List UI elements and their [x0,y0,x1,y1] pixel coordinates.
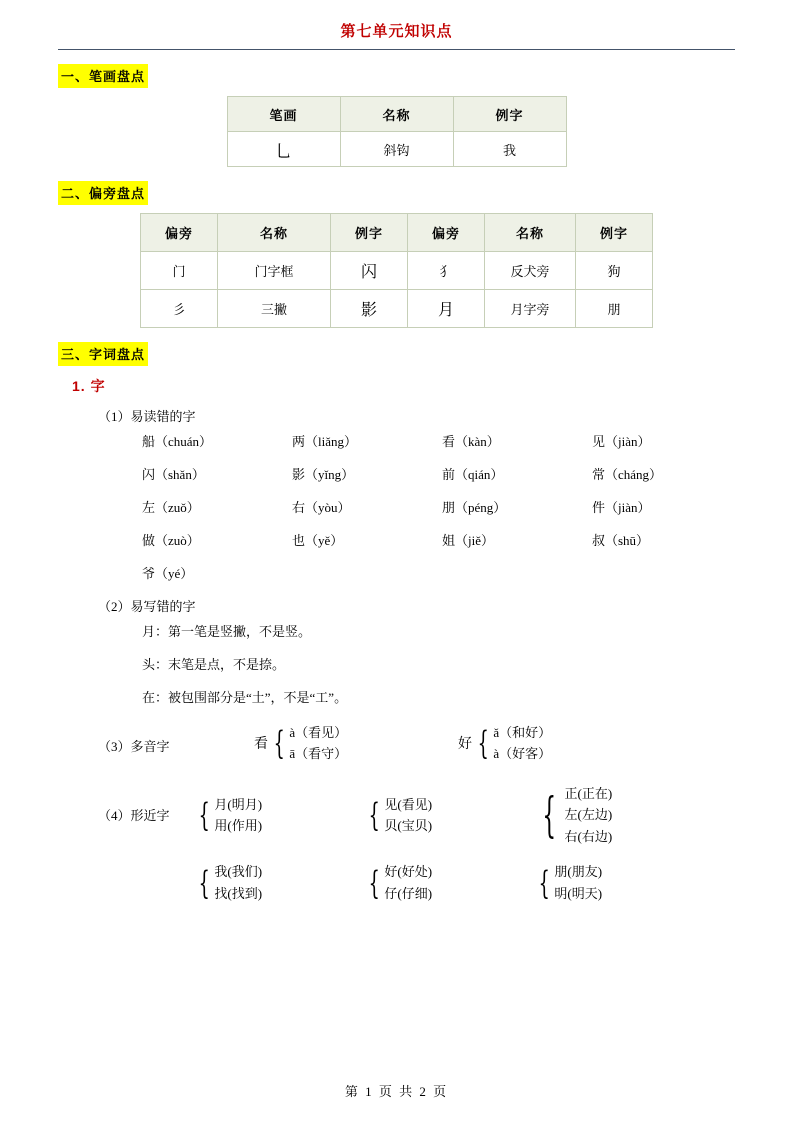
page-title: 第七单元知识点 [340,23,453,40]
word-row [142,431,742,450]
word-cell: 朋（péng） [442,500,507,515]
mispronounced-word-grid [142,431,742,582]
item-label-miswritten: （2）易写错的字 [98,599,196,614]
word-cell: 看（kàn） [442,434,500,449]
similar-items [214,861,262,904]
word-cell: 影（yǐng） [292,467,355,482]
similar-row [194,861,735,904]
radical-name-cell: 门字框 [218,252,331,290]
section-one-heading: 一、笔画盘点 [58,64,148,88]
stroke-col-header: 笔画 [227,97,340,132]
similar-items [384,794,432,837]
subsection-characters-heading: 1. 字 [72,378,106,394]
polyphone-reading: ā（看守） [289,746,348,762]
stroke-name: 斜钩 [340,132,453,167]
table-row [141,252,653,290]
radical-col-header-2: 偏旁 [408,214,485,252]
radical-cell: 门 [141,252,218,290]
table-header-row [141,214,653,252]
section-two-heading: 二、偏旁盘点 [58,181,148,205]
similar-item: 朋(朋友) [554,864,603,880]
similar-item: 明(明天) [554,885,603,901]
similar-items [384,861,432,904]
polyphone-head: 看 [254,737,268,753]
polyphone-reading: ǎ（和好） [493,725,552,740]
similar-group [534,783,734,847]
similar-group [364,783,534,847]
word-cell: 叔（shū） [592,533,650,548]
item-label-similar: （4）形近字 [98,807,170,823]
word-cell: 前（qián） [442,467,504,482]
word-row [142,497,742,516]
similar-group [364,861,534,904]
radical-table [140,213,653,328]
brace-icon: { [198,796,210,835]
similar-item: 右(右边) [564,828,613,844]
similar-item: 月(明月) [214,796,263,812]
radical-name-cell: 三撇 [218,290,331,328]
radical-example-cell: 朋 [576,290,653,328]
radical-cell: 月 [408,290,485,328]
section-three [58,342,735,366]
word-cell: 做（zuò） [142,533,200,548]
radical-example-col-header-1: 例字 [331,214,408,252]
polyphone-group [254,722,424,765]
item-label-polyphone: （3）多音字 [98,739,170,754]
polyphone-items [493,722,551,765]
page-footer: 第 1 页 共 2 页 [344,1084,449,1099]
similar-item: 找(找到) [214,885,263,901]
stroke-glyph: 乚 [227,132,340,167]
radical-example-col-header-2: 例字 [576,214,653,252]
miswritten-note: 在：被包围部分是“土”，不是“工”。 [142,690,348,705]
radical-name-col-header-1: 名称 [218,214,331,252]
word-row [142,530,742,549]
word-cell: 常（cháng） [592,467,663,482]
radical-name-cell: 月字旁 [485,290,576,328]
stroke-table [227,96,567,167]
brace-icon: { [368,863,380,902]
brace-icon: { [538,863,550,902]
polyphone-items [289,722,347,765]
similar-item: 左(左边) [564,807,613,823]
similar-item: 贝(宝贝) [384,818,433,834]
section-one [58,64,735,88]
word-cell: 也（yě） [292,533,344,548]
stroke-example-col-header: 例字 [453,97,566,132]
similar-item: 用(作用) [214,818,263,834]
table-row [141,290,653,328]
section-two [58,181,735,205]
radical-example-cell: 影 [331,290,408,328]
section-three-heading: 三、字词盘点 [58,342,148,366]
similar-items [214,794,262,837]
word-cell: 件（jiàn） [592,500,651,515]
similar-group [534,861,734,904]
brace-icon: { [198,863,210,902]
polyphone-section [58,722,735,765]
table-row [227,132,566,167]
similar-item: 正(正在) [564,785,613,801]
word-cell: 船（chuán） [142,434,213,449]
word-cell: 右（yòu） [292,500,351,515]
similar-characters-section [58,783,735,912]
miswritten-note: 头：末笔是点，不是捺。 [142,657,286,672]
title-divider [58,49,735,50]
similar-item: 我(我们) [214,864,263,880]
radical-example-cell: 闪 [331,252,408,290]
polyphone-group [458,722,628,765]
word-cell: 见（jiàn） [592,434,651,449]
radical-name-cell: 反犬旁 [485,252,576,290]
brace-icon: { [273,724,285,763]
word-row [142,563,742,582]
polyphone-reading: à（看见） [289,725,348,740]
radical-col-header-1: 偏旁 [141,214,218,252]
brace-icon: { [542,787,557,844]
similar-item: 见(看见) [384,796,433,812]
similar-items [565,783,613,847]
polyphone-groups [254,722,735,765]
stroke-example: 我 [453,132,566,167]
radical-cell: 彡 [141,290,218,328]
similar-group [194,783,364,847]
table-header-row [227,97,566,132]
word-cell: 两（liǎng） [292,434,357,449]
similar-item: 仔(仔细) [384,885,433,901]
stroke-name-col-header: 名称 [340,97,453,132]
word-cell: 姐（jiě） [442,533,494,548]
radical-name-col-header-2: 名称 [485,214,576,252]
word-cell: 爷（yé） [142,566,194,581]
miswritten-note: 月：第一笔是竖撇，不是竖。 [142,624,312,639]
polyphone-head: 好 [458,737,472,753]
word-row [142,464,742,483]
radical-example-cell: 狗 [576,252,653,290]
brace-icon: { [368,796,380,835]
item-label-mispronounced: （1）易读错的字 [98,409,196,424]
word-cell: 左（zuǒ） [142,500,200,515]
word-cell: 闪（shǎn） [142,467,205,482]
radical-cell: 犭 [408,252,485,290]
similar-item: 好(好处) [384,864,433,880]
polyphone-reading: à（好客） [493,746,552,762]
similar-items [554,861,602,904]
brace-icon: { [477,724,489,763]
similar-row [194,783,735,847]
similar-group [194,861,364,904]
